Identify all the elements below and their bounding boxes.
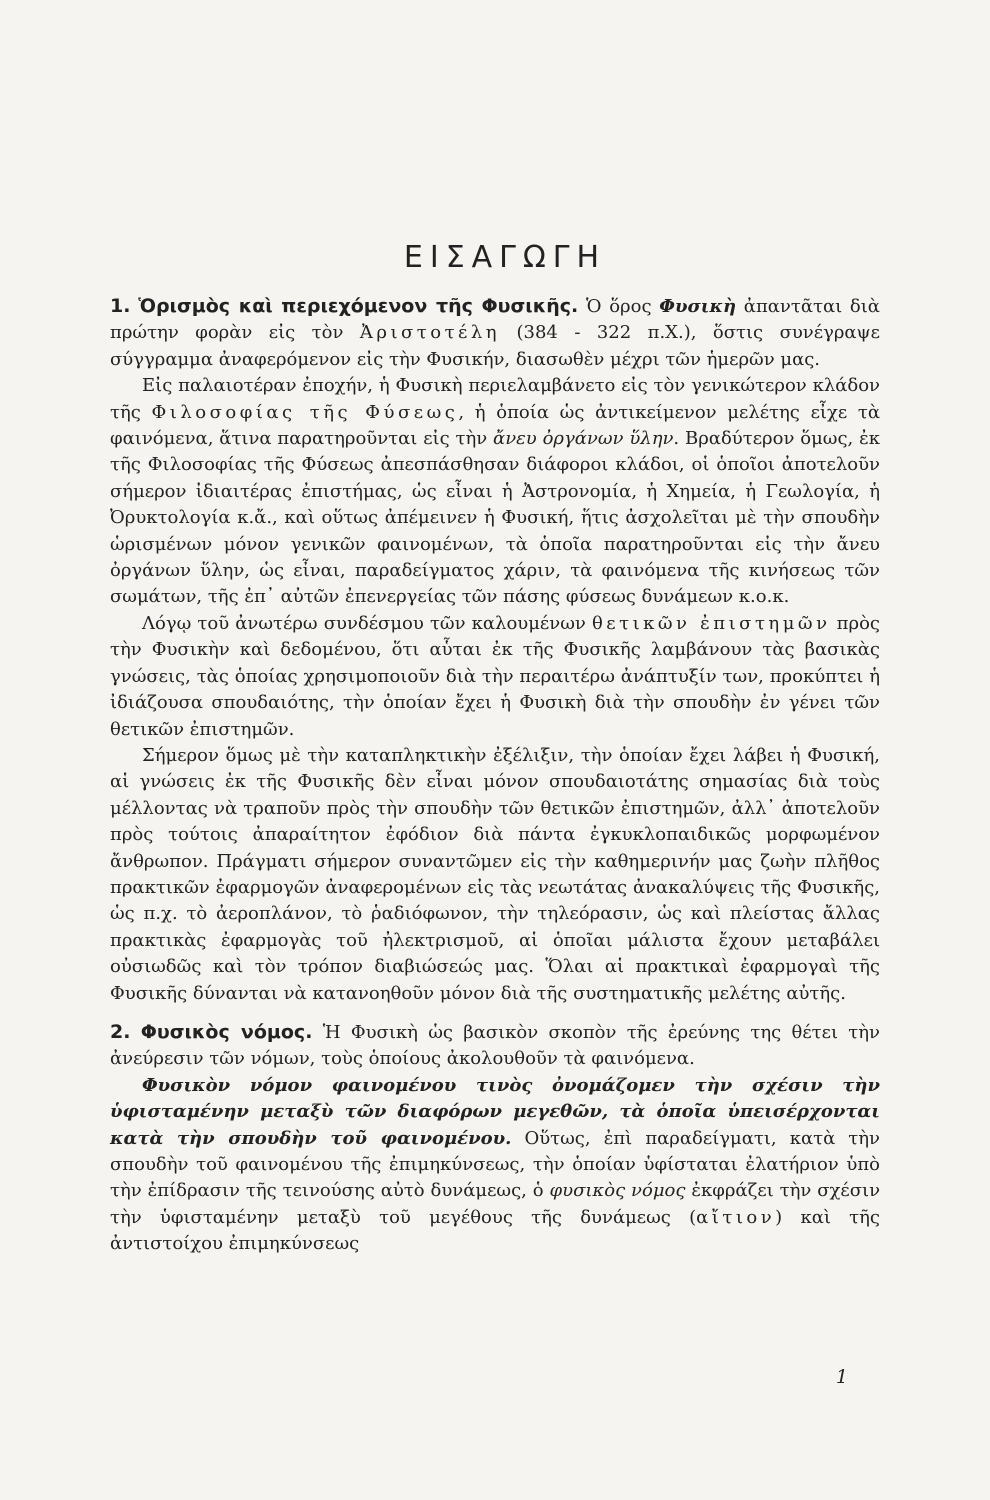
term-positive-sciences: θετικῶν ἐπιστημῶν	[591, 612, 831, 634]
section-1-paragraph-4: Σήμερον ὅμως μὲ τὴν καταπληκτικὴν ἐξέλιξιν, τὴν ὁποίαν ἔχει λάβει ἡ Φυσική, αἱ γνώσεις ἐκ τῆς Φυσικῆς δὲν εἶναι μόνον σπουδαιοτάτης σημασίας διὰ τοὺς μέλλοντας νὰ τραποῦν πρὸς τὴν σπουδὴν τῶν θετικῶν ἐπιστημῶν, ἀλλ᾽ ἀποτελοῦν πρὸς τούτοις ἀπαραίτητον ἐφόδιον διὰ πάντα ἐγκυκλοπαιδικῶς μορφωμένον ἄνθρωπον. Πράγματι σήμερον συναντῶμεν εἰς τὴν καθημερινήν μας ζωὴν πλῆθος πρακτικῶν ἐφαρμογῶν ἀναφερομένων εἰς τὰς νεωτάτας ἀνακαλύψεις τῆς Φυσικῆς, ὡς π.χ. τὸ ἀεροπλάνον, τὸ ῥαδιόφωνον, τὴν τηλεόρασιν, ὡς καὶ πλείστας ἄλλας πρακτικὰς ἐφαρμογὰς τοῦ ἠλεκτρισμοῦ, αἱ ὁποῖαι μάλιστα ἔχουν μεταβάλει οὐσιωδῶς καὶ τὸν τρόπον διαβιώσεώς μας. Ὅλαι αἱ πρακτικαὶ ἐφαρμογαὶ τῆς Φυσικῆς δύνανται νὰ κατανοηθοῦν μόνον διὰ τῆς συστηματικῆς μελέτης αὐτῆς.	[110, 744, 880, 1004]
term-cause: αἴτιον	[696, 1206, 776, 1228]
s2-p2-text-a: Οὕτως, ἐπὶ παραδείγματι, κατὰ τὴν σπουδὴν τοῦ φαινομένου τῆς ἐπιμηκύνσεως, τὴν ὁποίαν ὑφίσταται ἐλατήριον ὑπὸ τὴν ἐπίδρασιν τῆς τεινούσης αὐτὸ δυνάμεως, ὁ	[110, 1127, 880, 1202]
section-1-heading: Ὁρισμὸς καὶ περιεχόμενον τῆς Φυσικῆς.	[138, 295, 579, 317]
s2-p1-text: Ἡ Φυσικὴ ὡς βασικὸν σκοπὸν τῆς ἐρεύνης της θέτει τὴν ἀνεύρεσιν τῶν νόμων, τοὺς ὁποίους ἀκολουθοῦν τὰ φαινόμενα.	[110, 1021, 880, 1070]
s1-p3-text-b: πρὸς τὴν Φυσικὴν καὶ δεδομένου, ὅτι αὗται ἐκ τῆς Φυσικῆς λαμβάνουν τὰς βασικὰς γνώσεις, τὰς ὁποίας χρησιμοποιοῦν διὰ τὴν περαιτέρω ἀνάπτυξίν των, προκύπτει ἡ ἰδιάζουσα σπουδαιότης, τὴν ὁποίαν ἔχει ἡ Φυσικὴ διὰ τὴν σπουδὴν ἐν γένει τῶν θετικῶν ἐπιστημῶν.	[110, 612, 880, 740]
s1-p1-text-a: Ὁ ὅρος	[578, 296, 660, 317]
section-1-paragraph-1	[110, 293, 880, 373]
section-2-heading: Φυσικὸς νόμος.	[140, 1020, 313, 1043]
section-1-number: 1.	[110, 295, 131, 317]
page-title: ΕΙΣΑΓΩΓΗ	[403, 240, 607, 275]
page-number: 1	[835, 1366, 848, 1388]
section-2-number: 2.	[110, 1020, 131, 1043]
name-aristotle: Ἀριστοτέλη	[359, 322, 501, 344]
s1-p1-text-c: (384 - 322 π.Χ.), ὅστις συνέγραψε σύγγραμμα ἀναφερόμενον εἰς τὴν Φυσικήν, διασωθὲν μέχρι τῶν ἡμερῶν μας.	[110, 322, 880, 370]
s2-p2-text-c: ) καὶ τῆς ἀντιστοίχου ἐπιμηκύνσεως	[110, 1206, 880, 1255]
definition-physical-law: Φυσικὸν νόμον φαινομένου τινὸς ὀνομάζομεν τὴν σχέσιν τὴν ὑφισταμένην μεταξὺ τῶν διαφόρων μεγεθῶν, τὰ ὁποῖα ὑπεισέρχονται κατὰ τὴν σπουδὴν τοῦ φαινομένου.	[110, 1074, 880, 1149]
s1-p3-text-a: Λόγῳ τοῦ ἀνωτέρω συνδέσμου τῶν καλουμένων	[142, 612, 592, 634]
s1-p2-text-c: . Βραδύτερον ὅμως, ἐκ τῆς Φιλοσοφίας τῆς Φύσεως ἀπεσπάσθησαν διάφοροι κλάδοι, οἱ ὁποῖοι ἀποτελοῦν σήμερον ἰδιαιτέρας ἐπιστήμας, ὡς εἶναι ἡ Ἀστρονομία, ἡ Χημεία, ἡ Γεωλογία, ἡ Ὀρυκτολογία κ.ἄ., καὶ οὕτως ἀπέμεινεν ἡ Φυσική, ἥτις ἀσχολεῖται μὲ τὴν σπουδὴν ὡρισμένων μόνον γενικῶν φαινομένων, τὰ ὁποῖα παρατηροῦνται εἰς τὴν ἄνευ ὀργάνων ὕλην, ὡς εἶναι, παραδείγματος χάριν, τὰ φαινόμενα τῆς κινήσεως τῶν σωμάτων, τῆς ἐπ᾽ αὐτῶν ἐπενεργείας τῶν πάσης φύσεως δυνάμεων κ.ο.κ.	[110, 428, 881, 608]
term-physics: Φυσικὴ	[659, 296, 737, 317]
section-1-paragraph-2	[110, 373, 880, 611]
s1-p2-text-a: Εἰς παλαιοτέραν ἐποχήν, ἡ Φυσικὴ περιελαμβάνετο εἰς τὸν γενικώτερον κλάδον τῆς	[110, 375, 880, 423]
s2-p2-text-b: ἐκφράζει τὴν σχέσιν τὴν ὑφισταμένην μεταξὺ τοῦ μεγέθους τῆς δυνάμεως (	[110, 1180, 881, 1228]
s1-p1-text-b: ἀπαντᾶται διὰ πρώτην φορὰν εἰς τὸν	[110, 296, 880, 344]
section-2-paragraph-2	[110, 1073, 880, 1258]
term-matter-without-instruments: ἄνευ ὀργάνων ὕλην	[493, 428, 674, 450]
term-philosophy-of-nature: Φιλοσοφίας τῆς Φύσεως	[151, 401, 459, 423]
term-physical-law: φυσικὸς νόμος	[549, 1180, 686, 1202]
s1-p2-text-b: , ἡ ὁποία ὡς ἀντικείμενον μελέτης εἶχε τὰ φαινόμενα, ἅτινα παρατηροῦνται εἰς τὴν	[110, 401, 880, 450]
section-1-paragraph-3	[110, 611, 880, 743]
page-content	[110, 240, 880, 1258]
section-2-paragraph-1	[110, 1019, 880, 1073]
